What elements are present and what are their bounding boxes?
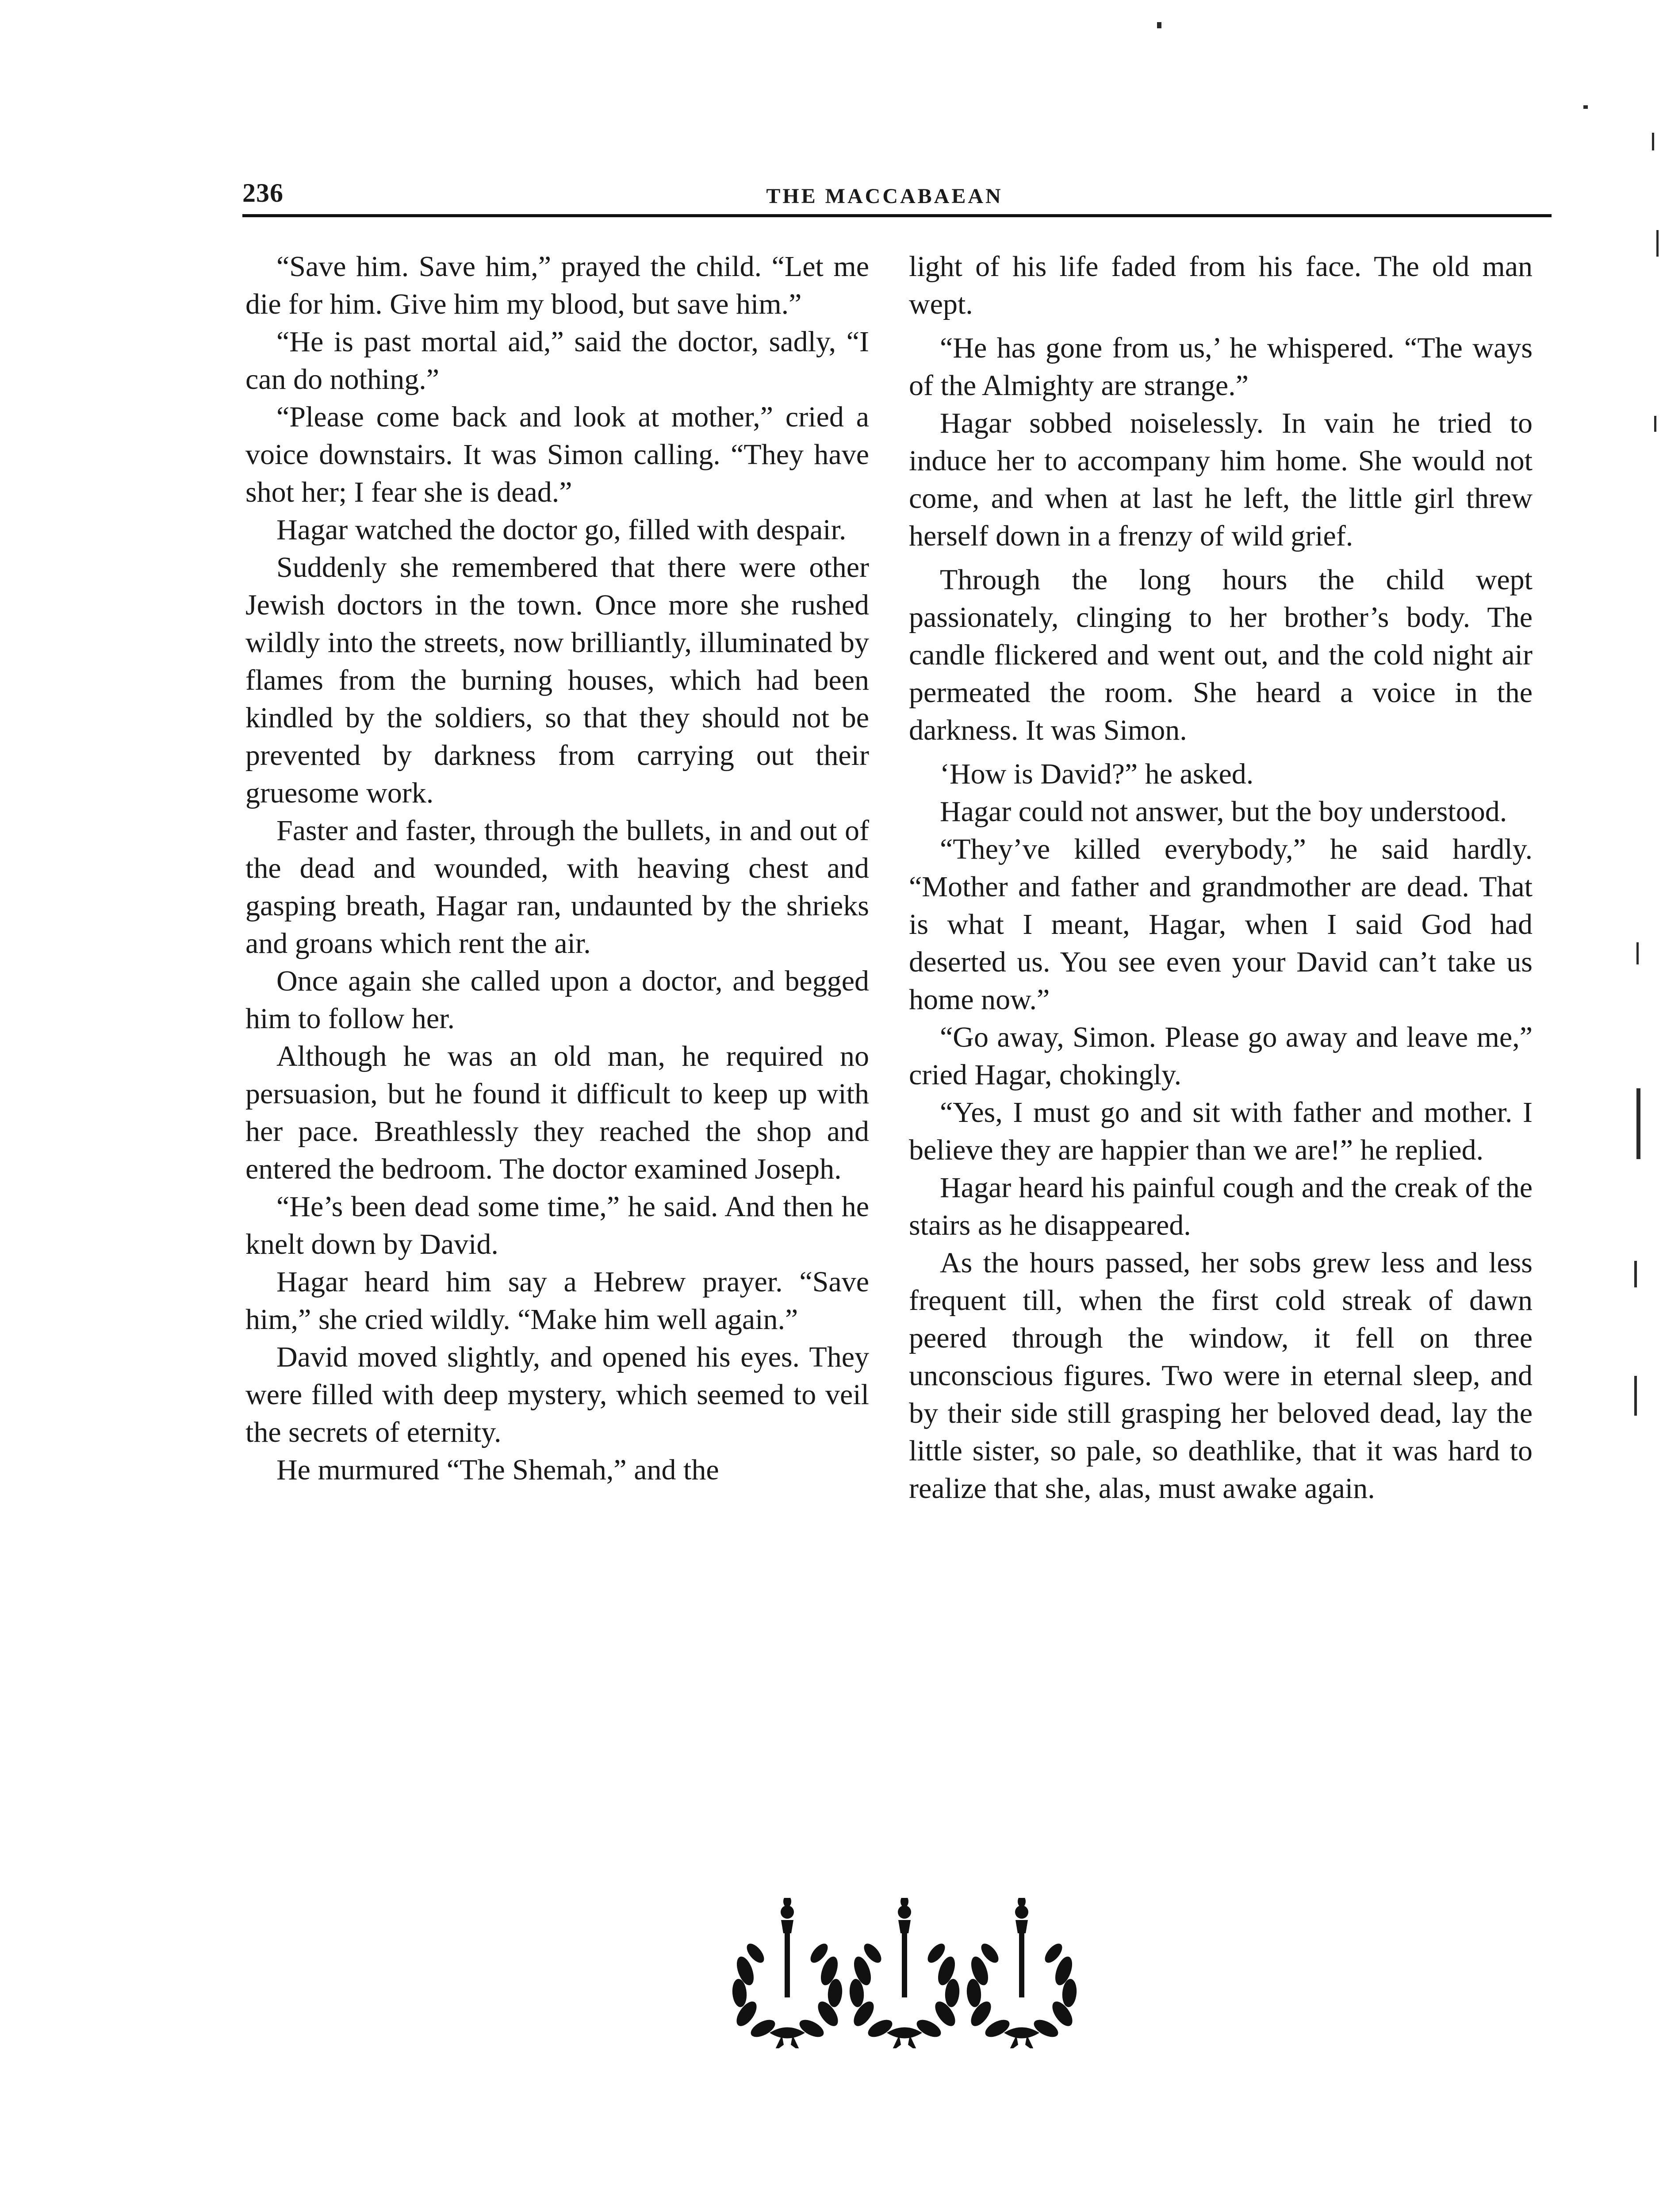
paragraph: As the hours passed, her sobs grew less and less frequent till, when the first cold streak of dawn peered through the window, it fell on three unconscious figures. Two were in eternal sleep, and by their side still grasping her beloved dead, lay the little sister, so pale, so deathlike, that it was hard to realize that she, alas, must awake again.	[909, 1247, 1533, 1505]
paragraph: Hagar heard his painful cough and the creak of the stairs as he disappeared.	[909, 1171, 1533, 1241]
paragraph: ‘How is David?” he asked.	[940, 758, 1254, 790]
paragraph: Hagar could not answer, but the boy understood.	[940, 795, 1507, 828]
header-rule	[242, 214, 1552, 217]
left-column	[245, 248, 869, 1489]
scan-edge-mark	[1654, 416, 1656, 432]
right-column	[909, 248, 1533, 1507]
scan-edge-mark	[1656, 230, 1659, 257]
paragraph: He murmured “The Shemah,” and the	[276, 1454, 719, 1486]
page-number: 236	[242, 178, 284, 207]
scan-edge-mark	[1634, 1376, 1637, 1416]
paragraph: “Yes, I must go and sit with father and mother. I believe they are happier than we are!” he replied.	[909, 1096, 1533, 1166]
paragraph: “Please come back and look at mother,” cried a voice downstairs. It was Simon calling. “They have shot her; I fear she is dead.”	[245, 401, 869, 508]
paragraph: Faster and faster, through the bullets, in and out of the dead and wounded, with heaving chest and gasping breath, Hagar ran, undaunted by the shrieks and groans which rent the air.	[245, 814, 869, 960]
paragraph: “They’ve killed everybody,” he said hardly. “Mother and father and grandmother are dead. That is what I meant, Hagar, when I said God had deserted us. You see even your David can’t take us home now.”	[909, 833, 1533, 1016]
paragraph: Hagar sobbed noiselessly. In vain he tried to induce her to accompany him home. She would not come, and when at last he left, the little girl threw herself down in a frenzy of wild grief.	[909, 407, 1533, 552]
paragraph: Through the long hours the child wept passionately, clinging to her brother’s body. The candle flickered and went out, and the cold night air permeated the room. She heard a voice in the darkness. It was Simon.	[909, 564, 1533, 746]
paragraph: “Go away, Simon. Please go away and leave me,” cried Hagar, chokingly.	[909, 1021, 1533, 1091]
wreath-ornament	[723, 1898, 1086, 2048]
running-head: THE MACCABAEAN	[766, 184, 1003, 208]
paragraph: Hagar heard him say a Hebrew prayer. “Save him,” she cried wildly. “Make him well again.”	[245, 1266, 869, 1336]
paragraph: Hagar watched the doctor go, filled with despair.	[276, 514, 847, 546]
scan-speck	[1157, 22, 1161, 28]
paragraph: light of his life faded from his face. The old man wept.	[909, 250, 1533, 320]
scan-edge-mark	[1636, 942, 1639, 964]
scan-edge-mark	[1634, 1261, 1637, 1287]
paragraph: “He’s been dead some time,” he said. And then he knelt down by David.	[245, 1190, 869, 1260]
scan-edge-mark	[1652, 133, 1654, 150]
paragraph: Once again she called upon a doctor, and begged him to follow her.	[245, 965, 869, 1035]
paragraph: Suddenly she remembered that there were other Jewish doctors in the town. Once more she rushed wildly into the streets, now brilliantly, illuminated by flames from the burning houses, which had been kindled by the soldiers, so that they should not be prevented by darkness from carrying out their gruesome work.	[245, 551, 869, 809]
paragraph: “He is past mortal aid,” said the doctor, sadly, “I can do nothing.”	[245, 326, 869, 396]
paragraph: “Save him. Save him,” prayed the child. “Let me die for him. Give him my blood, but save him.”	[245, 250, 869, 320]
paragraph: “He has gone from us,’ he whispered. “The ways of the Almighty are strange.”	[909, 332, 1533, 402]
paragraph: David moved slightly, and opened his eyes. They were filled with deep mystery, which seemed to veil the secrets of eternity.	[245, 1341, 869, 1448]
scan-edge-mark	[1636, 1088, 1640, 1159]
paragraph: Although he was an old man, he required no persuasion, but he found it difficult to keep up with her pace. Breathlessly they reached the shop and entered the bedroom. The doctor examined Joseph.	[245, 1040, 869, 1185]
scan-speck	[1583, 105, 1588, 109]
